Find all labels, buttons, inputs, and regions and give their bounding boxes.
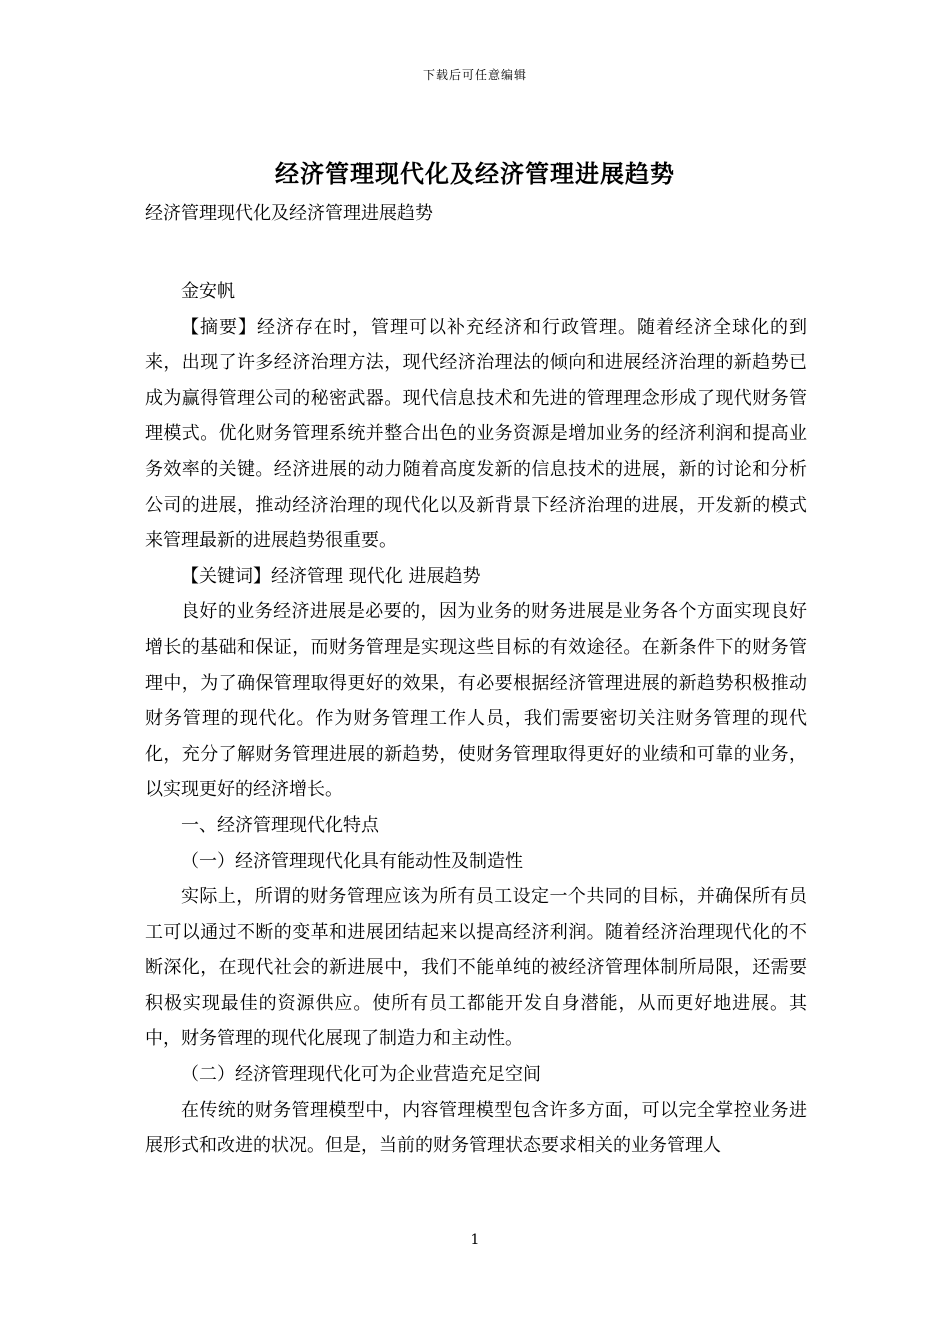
document-title: 经济管理现代化及经济管理进展趋势 <box>275 159 675 188</box>
page-number: 1 <box>470 1232 480 1248</box>
body-paragraph: 实际上，所谓的财务管理应该为所有员工设定一个共同的目标，并确保所有员工可以通过不断的变革和进展团结起来以提高经济利润。随着经济治理现代化的不断深化，在现代社会的新进展中，我们不能单纯的被经济管理体制所局限，还需要积极实现最佳的资源供应。使所有员工都能开发自身潜能，从而更好地进展。其中，财务管理的现代化展现了制造力和主动性。 <box>145 886 807 1050</box>
body-paragraph: 良好的业务经济进展是必要的，因为业务的财务进展是业务各个方面实现良好增长的基础和保证，而财务管理是实现这些目标的有效途径。在新条件下的财务管理中，为了确保管理取得更好的效果，有必要根据经济管理进展的新趋势积极推动财务管理的现代化。作为财务管理工作人员，我们需要密切关注财务管理的现代化，充分了解财务管理进展的新趋势，使财务管理取得更好的业绩和可靠的业务，以实现更好的经济增长。 <box>145 601 807 801</box>
keywords-paragraph: 【关键词】经济管理 现代化 进展趋势 <box>181 565 481 587</box>
abstract-paragraph: 【摘要】经济存在时，管理可以补充经济和行政管理。随着经济全球化的到来，出现了许多经济治理方法，现代经济治理法的倾向和进展经济治理的新趋势已成为赢得管理公司的秘密武器。现代信息技术和先进的管理理念形成了现代财务管理模式。优化财务管理系统并整合出色的业务资源是增加业务的经济利润和提高业务效率的关键。经济进展的动力随着高度发新的信息技术的进展，新的讨论和分析公司的进展，推动经济治理的现代化以及新背景下经济治理的进展，开发新的模式来管理最新的进展趋势很重要。 <box>145 316 807 552</box>
subsection-heading: （二）经济管理现代化可为企业营造充足空间 <box>181 1064 541 1086</box>
page-header: 下载后可任意编辑 <box>422 68 527 82</box>
body-paragraph: 在传统的财务管理模型中，内容管理模型包含许多方面，可以完全掌控业务进展形式和改进的状况。但是，当前的财务管理状态要求相关的业务管理人 <box>145 1099 807 1157</box>
section-heading: 一、经济管理现代化特点 <box>181 814 379 836</box>
document-body <box>145 274 807 1164</box>
subsection-heading: （一）经济管理现代化具有能动性及制造性 <box>181 850 523 872</box>
document-subtitle: 经济管理现代化及经济管理进展趋势 <box>145 203 433 224</box>
author-line: 金安帆 <box>181 281 235 302</box>
